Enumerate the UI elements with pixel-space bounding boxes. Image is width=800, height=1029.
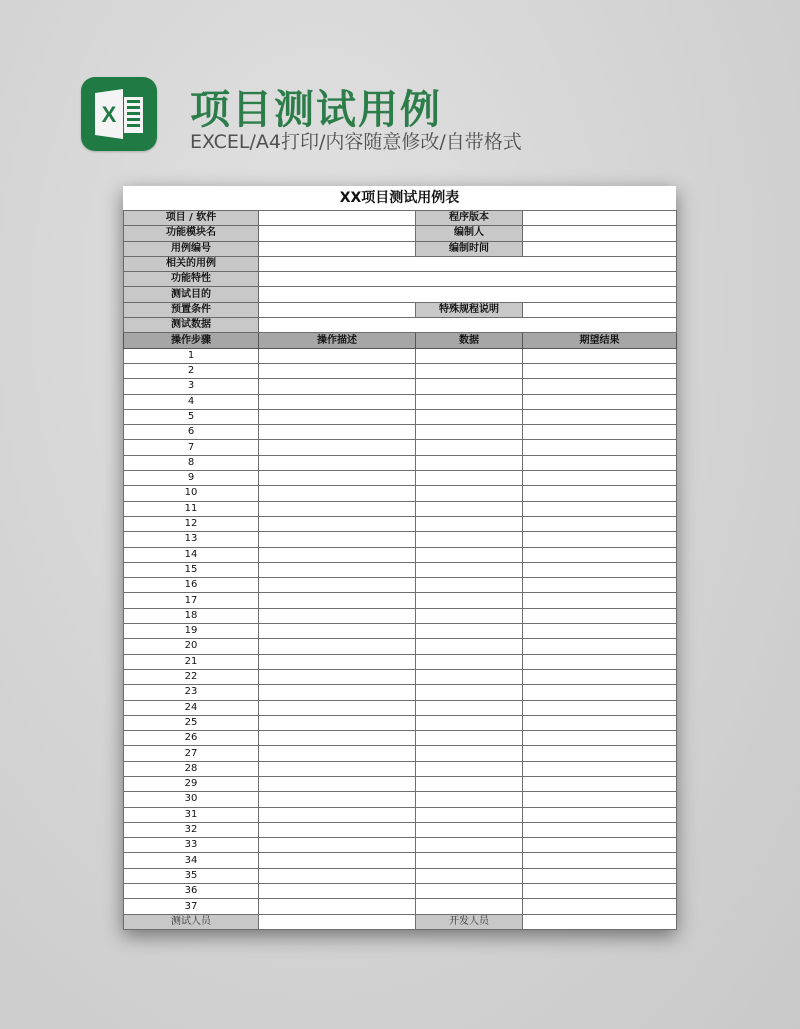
step-data-cell[interactable] [416,685,523,700]
sheet-title: XX项目测试用例表 [339,190,460,206]
column-header: 操作描述 [259,333,416,348]
step-description-cell[interactable] [259,486,416,501]
step-data-cell[interactable] [416,471,523,486]
step-number-cell: 32 [124,822,259,837]
excel-grid-shape [124,97,143,133]
info-label: 用例编号 [124,241,259,256]
step-description-cell[interactable] [259,547,416,562]
step-data-cell[interactable] [416,348,523,363]
step-number-cell: 6 [124,425,259,440]
table-row [124,792,677,807]
info-row [124,256,677,271]
table-row [124,578,677,593]
step-expected-cell[interactable] [523,348,677,363]
step-expected-cell[interactable] [523,425,677,440]
step-expected-cell[interactable] [523,532,677,547]
step-description-cell[interactable] [259,363,416,378]
step-number-cell: 23 [124,685,259,700]
step-number-cell: 20 [124,639,259,654]
step-data-cell[interactable] [416,807,523,822]
info-right-label: 特殊规程说明 [416,302,523,317]
info-label: 测试目的 [124,287,259,302]
step-expected-cell[interactable] [523,838,677,853]
step-description-cell[interactable] [259,685,416,700]
table-row [124,501,677,516]
step-expected-cell[interactable] [523,363,677,378]
step-expected-cell[interactable] [523,379,677,394]
step-description-cell[interactable] [259,624,416,639]
step-number-cell: 2 [124,363,259,378]
table-row [124,715,677,730]
step-data-cell[interactable] [416,425,523,440]
step-expected-cell[interactable] [523,899,677,914]
step-data-cell[interactable] [416,776,523,791]
table-row [124,532,677,547]
info-row [124,241,677,256]
step-data-cell[interactable] [416,669,523,684]
step-number-cell: 33 [124,838,259,853]
step-expected-cell[interactable] [523,578,677,593]
step-description-cell[interactable] [259,715,416,730]
step-data-cell[interactable] [416,440,523,455]
step-number-cell: 28 [124,761,259,776]
table-row [124,486,677,501]
step-expected-cell[interactable] [523,761,677,776]
info-label: 功能模块名 [124,226,259,241]
step-expected-cell[interactable] [523,608,677,623]
step-expected-cell[interactable] [523,639,677,654]
column-header-row [124,333,677,348]
step-description-cell[interactable] [259,532,416,547]
column-header: 数据 [416,333,523,348]
step-data-cell[interactable] [416,409,523,424]
step-expected-cell[interactable] [523,440,677,455]
info-right-label: 程序版本 [416,211,523,226]
info-right-value-cell[interactable] [523,241,677,256]
table-row [124,394,677,409]
step-description-cell[interactable] [259,394,416,409]
step-expected-cell[interactable] [523,792,677,807]
step-data-cell[interactable] [416,486,523,501]
step-expected-cell[interactable] [523,884,677,899]
step-data-cell[interactable] [416,363,523,378]
info-value-cell[interactable] [259,318,677,333]
step-number-cell: 8 [124,455,259,470]
step-description-cell[interactable] [259,455,416,470]
table-row [124,639,677,654]
step-expected-cell[interactable] [523,394,677,409]
step-description-cell[interactable] [259,608,416,623]
step-data-cell[interactable] [416,899,523,914]
info-row [124,272,677,287]
info-label: 相关的用例 [124,256,259,271]
info-row [124,302,677,317]
table-row [124,838,677,853]
table-row [124,440,677,455]
developer-value-cell[interactable] [523,914,677,929]
step-data-cell[interactable] [416,761,523,776]
step-expected-cell[interactable] [523,409,677,424]
step-number-cell: 4 [124,394,259,409]
step-number-cell: 19 [124,624,259,639]
step-description-cell[interactable] [259,792,416,807]
step-description-cell[interactable] [259,807,416,822]
step-number-cell: 12 [124,516,259,531]
step-expected-cell[interactable] [523,562,677,577]
step-data-cell[interactable] [416,624,523,639]
table-row [124,776,677,791]
info-row [124,211,677,226]
table-row [124,822,677,837]
table-row [124,348,677,363]
step-expected-cell[interactable] [523,776,677,791]
step-number-cell: 14 [124,547,259,562]
step-description-cell[interactable] [259,700,416,715]
footer-row [124,914,677,929]
table-row [124,700,677,715]
step-number-cell: 1 [124,348,259,363]
step-number-cell: 11 [124,501,259,516]
step-number-cell: 34 [124,853,259,868]
step-description-cell[interactable] [259,440,416,455]
step-number-cell: 9 [124,471,259,486]
step-number-cell: 15 [124,562,259,577]
step-expected-cell[interactable] [523,501,677,516]
step-expected-cell[interactable] [523,516,677,531]
step-data-cell[interactable] [416,654,523,669]
step-expected-cell[interactable] [523,715,677,730]
info-label: 测试数据 [124,318,259,333]
step-description-cell[interactable] [259,348,416,363]
column-header: 期望结果 [523,333,677,348]
info-value-cell[interactable] [259,211,416,226]
step-description-cell[interactable] [259,501,416,516]
info-label: 预置条件 [124,302,259,317]
table-row [124,425,677,440]
step-expected-cell[interactable] [523,471,677,486]
step-number-cell: 7 [124,440,259,455]
step-data-cell[interactable] [416,532,523,547]
step-data-cell[interactable] [416,853,523,868]
info-right-value-cell[interactable] [523,211,677,226]
table-row [124,562,677,577]
step-description-cell[interactable] [259,409,416,424]
table-row [124,807,677,822]
table-row [124,884,677,899]
step-data-cell[interactable] [416,822,523,837]
step-number-cell: 31 [124,807,259,822]
table-row [124,761,677,776]
test-case-table [123,210,677,930]
step-expected-cell[interactable] [523,822,677,837]
step-data-cell[interactable] [416,792,523,807]
banner-title: 项目测试用例 [190,87,442,133]
excel-letter: X [101,102,117,127]
step-description-cell[interactable] [259,838,416,853]
step-data-cell[interactable] [416,578,523,593]
step-number-cell: 21 [124,654,259,669]
step-number-cell: 30 [124,792,259,807]
step-number-cell: 36 [124,884,259,899]
step-expected-cell[interactable] [523,868,677,883]
table-row [124,363,677,378]
step-expected-cell[interactable] [523,685,677,700]
step-expected-cell[interactable] [523,486,677,501]
step-number-cell: 27 [124,746,259,761]
tester-value-cell[interactable] [259,914,416,929]
step-number-cell: 26 [124,731,259,746]
info-value-cell[interactable] [259,287,677,302]
table-row [124,669,677,684]
info-right-value-cell[interactable] [523,226,677,241]
info-row [124,287,677,302]
step-data-cell[interactable] [416,501,523,516]
table-row [124,471,677,486]
step-data-cell[interactable] [416,608,523,623]
step-description-cell[interactable] [259,669,416,684]
step-description-cell[interactable] [259,562,416,577]
table-row [124,868,677,883]
step-data-cell[interactable] [416,838,523,853]
step-description-cell[interactable] [259,776,416,791]
step-number-cell: 5 [124,409,259,424]
step-number-cell: 25 [124,715,259,730]
info-row [124,318,677,333]
excel-icon [81,77,157,151]
tester-label: 测试人员 [124,914,259,929]
info-value-cell[interactable] [259,302,416,317]
step-data-cell[interactable] [416,715,523,730]
step-description-cell[interactable] [259,379,416,394]
column-header: 操作步骤 [124,333,259,348]
info-value-cell[interactable] [259,256,677,271]
step-description-cell[interactable] [259,425,416,440]
step-data-cell[interactable] [416,700,523,715]
banner-subtitle: EXCEL/A4打印/内容随意修改/自带格式 [190,131,522,153]
step-number-cell: 16 [124,578,259,593]
step-expected-cell[interactable] [523,700,677,715]
table-row [124,731,677,746]
step-description-cell[interactable] [259,868,416,883]
step-number-cell: 22 [124,669,259,684]
step-description-cell[interactable] [259,578,416,593]
step-data-cell[interactable] [416,639,523,654]
table-row [124,516,677,531]
step-data-cell[interactable] [416,562,523,577]
info-value-cell[interactable] [259,272,677,287]
step-description-cell[interactable] [259,761,416,776]
info-label: 项目 / 软件 [124,211,259,226]
step-description-cell[interactable] [259,471,416,486]
info-value-cell[interactable] [259,226,416,241]
info-right-label: 编制时间 [416,241,523,256]
step-expected-cell[interactable] [523,455,677,470]
step-expected-cell[interactable] [523,669,677,684]
step-description-cell[interactable] [259,884,416,899]
info-row [124,226,677,241]
step-data-cell[interactable] [416,516,523,531]
table-row [124,379,677,394]
step-description-cell[interactable] [259,654,416,669]
table-row [124,746,677,761]
table-row [124,853,677,868]
step-expected-cell[interactable] [523,654,677,669]
spreadsheet [123,186,676,930]
step-data-cell[interactable] [416,547,523,562]
step-description-cell[interactable] [259,593,416,608]
step-description-cell[interactable] [259,746,416,761]
step-description-cell[interactable] [259,639,416,654]
step-description-cell[interactable] [259,853,416,868]
step-expected-cell[interactable] [523,624,677,639]
table-row [124,685,677,700]
step-number-cell: 13 [124,532,259,547]
step-expected-cell[interactable] [523,853,677,868]
step-expected-cell[interactable] [523,593,677,608]
step-data-cell[interactable] [416,868,523,883]
step-description-cell[interactable] [259,899,416,914]
step-expected-cell[interactable] [523,807,677,822]
step-data-cell[interactable] [416,731,523,746]
table-row [124,654,677,669]
developer-label: 开发人员 [416,914,523,929]
step-number-cell: 17 [124,593,259,608]
table-row [124,455,677,470]
step-number-cell: 24 [124,700,259,715]
step-number-cell: 29 [124,776,259,791]
step-number-cell: 35 [124,868,259,883]
table-row [124,547,677,562]
info-label: 功能特性 [124,272,259,287]
step-data-cell[interactable] [416,379,523,394]
step-data-cell[interactable] [416,593,523,608]
step-description-cell[interactable] [259,516,416,531]
step-expected-cell[interactable] [523,731,677,746]
info-right-label: 编制人 [416,226,523,241]
step-number-cell: 18 [124,608,259,623]
step-description-cell[interactable] [259,731,416,746]
table-row [124,593,677,608]
step-data-cell[interactable] [416,455,523,470]
step-description-cell[interactable] [259,822,416,837]
step-number-cell: 10 [124,486,259,501]
table-row [124,608,677,623]
step-data-cell[interactable] [416,884,523,899]
step-expected-cell[interactable] [523,746,677,761]
step-number-cell: 37 [124,899,259,914]
step-number-cell: 3 [124,379,259,394]
step-expected-cell[interactable] [523,547,677,562]
step-data-cell[interactable] [416,746,523,761]
table-row [124,409,677,424]
step-data-cell[interactable] [416,394,523,409]
table-row [124,624,677,639]
info-value-cell[interactable] [259,241,416,256]
table-row [124,899,677,914]
info-right-value-cell[interactable] [523,302,677,317]
